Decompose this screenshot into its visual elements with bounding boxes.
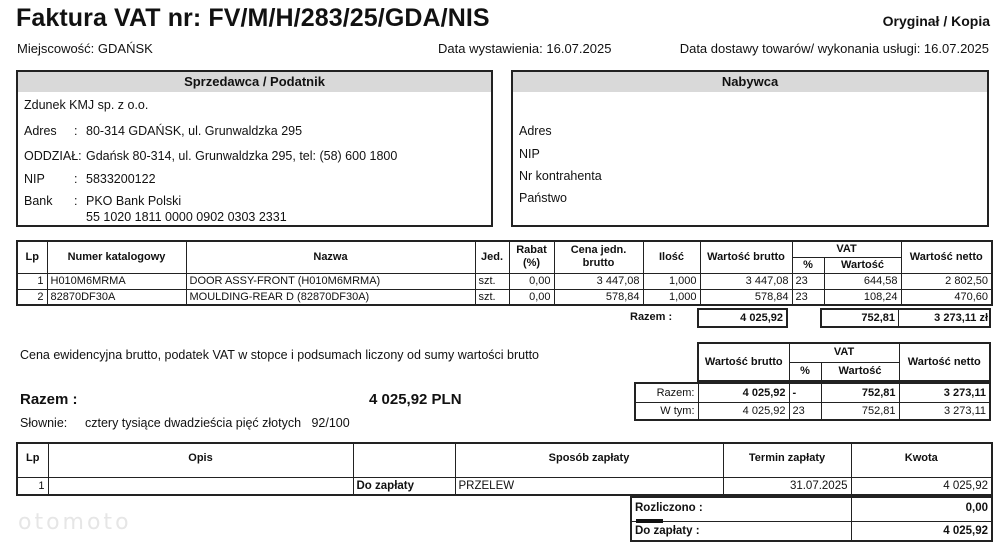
summary-of-net: 3 273,11 — [899, 402, 990, 420]
invoice-title: Faktura VAT nr: FV/M/H/283/25/GDA/NIS — [16, 4, 490, 32]
row-lp: 1 — [17, 273, 47, 289]
seller-address: 80-314 GDAŃSK, ul. Grunwaldzka 295 — [86, 124, 303, 138]
row-vat-value: 108,24 — [824, 289, 901, 305]
summary-values-table — [634, 382, 991, 421]
settlement-table — [630, 496, 993, 542]
place: Miejscowość: GDAŃSK — [17, 41, 153, 56]
seller-nip-label: NIP — [24, 172, 45, 186]
header-name: Nazwa — [186, 241, 475, 273]
colon: : — [74, 172, 78, 186]
header-lp: Lp — [17, 241, 47, 273]
payment-header-row — [17, 443, 992, 477]
summary-total-net: 3 273,11 — [899, 383, 990, 402]
redaction-mark — [636, 519, 663, 523]
row-qty: 1,000 — [643, 289, 700, 305]
header-unit: Jed. — [475, 241, 509, 273]
table-row — [17, 477, 992, 495]
row-catalog: 82870DF30A — [47, 289, 186, 305]
table-row — [17, 289, 992, 305]
summary-of-label: W tym: — [635, 402, 698, 420]
buyer-nip-label: NIP — [519, 147, 540, 161]
seller-branch-label: ODDZIAŁ: — [24, 149, 82, 163]
header-catalog: Numer katalogowy — [47, 241, 186, 273]
row-net: 2 802,50 — [901, 273, 992, 289]
items-header-row — [17, 241, 992, 257]
buyer-country-label: Państwo — [519, 191, 567, 205]
colon: : — [74, 194, 78, 208]
seller-nip: 5833200122 — [86, 172, 156, 186]
to-pay-row — [631, 521, 992, 541]
row-catalog: H010M6MRMA — [47, 273, 186, 289]
summary-total-pct: - — [789, 383, 821, 402]
payment-header-lp: Lp — [17, 443, 48, 477]
items-table — [16, 240, 993, 306]
table-row — [17, 273, 992, 289]
header-qty: Ilość — [643, 241, 700, 273]
summary-total-vat: 752,81 — [821, 383, 899, 402]
buyer-heading: Nabywca — [513, 72, 987, 92]
header-gross: Wartość brutto — [700, 241, 792, 273]
header-vat-pct: % — [792, 257, 824, 273]
header-discount: Rabat (%) — [509, 241, 554, 273]
settled-row — [631, 497, 992, 521]
grand-total-amount: 4 025,92 PLN — [369, 391, 462, 408]
payment-header-method: Sposób zapłaty — [455, 443, 723, 477]
payment-header-amount: Kwota — [851, 443, 992, 477]
summary-header-vat-pct: % — [789, 362, 821, 381]
row-unit-price: 578,84 — [554, 289, 643, 305]
seller-branch: Gdańsk 80-314, ul. Grunwaldzka 295, tel: (58) 600 1800 — [86, 149, 398, 163]
settled-label: Rozliczono : — [631, 497, 851, 521]
pricing-note: Cena ewidencyjna brutto, podatek VAT w stopce i podsumach liczony od sumy wartości brutto — [20, 348, 540, 362]
payment-header-empty — [353, 443, 455, 477]
row-unit-price: 3 447,08 — [554, 273, 643, 289]
row-gross: 3 447,08 — [700, 273, 792, 289]
copy-label: Oryginał / Kopia — [882, 13, 990, 29]
watermark-logo: otomoto — [18, 510, 132, 535]
summary-total-label: Razem: — [635, 383, 698, 402]
row-discount: 0,00 — [509, 289, 554, 305]
seller-name: Zdunek KMJ sp. z o.o. — [24, 98, 149, 112]
payment-row-lp: 1 — [17, 477, 48, 495]
colon: : — [74, 124, 78, 138]
summary-header-vat: VAT — [789, 343, 899, 362]
row-net: 470,60 — [901, 289, 992, 305]
seller-heading: Sprzedawca / Podatnik — [18, 72, 491, 92]
payment-row-desc — [48, 477, 353, 495]
payment-header-desc: Opis — [48, 443, 353, 477]
header-unit-price: Cena jedn. brutto — [554, 241, 643, 273]
to-pay-label: Do zapłaty : — [631, 521, 851, 541]
items-total-net: 3 273,11 zł — [934, 312, 988, 324]
delivery-date: Data dostawy towarów/ wykonania usługi: 16.07.2025 — [679, 41, 989, 56]
summary-total-row — [635, 383, 990, 402]
header-vat-value: Wartość — [824, 257, 901, 273]
buyer-box — [511, 70, 989, 227]
payment-table — [16, 442, 993, 496]
row-vat-value: 644,58 — [824, 273, 901, 289]
row-lp: 2 — [17, 289, 47, 305]
summary-total-gross: 4 025,92 — [698, 383, 789, 402]
items-total-label: Razem : — [630, 311, 673, 323]
items-total-gross: 4 025,92 — [697, 308, 788, 328]
payment-row-due: 31.07.2025 — [723, 477, 851, 495]
amount-words-label: Słownie: — [20, 416, 68, 430]
summary-header-gross: Wartość brutto — [698, 343, 789, 381]
header-net: Wartość netto — [901, 241, 992, 273]
summary-header-vat-value: Wartość — [821, 362, 899, 381]
amount-words: cztery tysiące dwadzieścia pięć złotych 92/100 — [85, 416, 350, 430]
to-pay-value: 4 025,92 — [851, 521, 992, 541]
divider — [898, 308, 899, 328]
row-vat-pct: 23 — [792, 273, 824, 289]
items-total-vat: 752,81 — [861, 312, 895, 324]
payment-row-method: PRZELEW — [455, 477, 723, 495]
row-discount: 0,00 — [509, 273, 554, 289]
issue-date: Data wystawienia: 16.07.2025 — [438, 41, 612, 56]
summary-of-gross: 4 025,92 — [698, 402, 789, 420]
grand-total-label: Razem : — [20, 391, 78, 408]
row-unit: szt. — [475, 289, 509, 305]
summary-of-row — [635, 402, 990, 420]
buyer-contractor-label: Nr kontrahenta — [519, 169, 602, 183]
row-vat-pct: 23 — [792, 289, 824, 305]
seller-address-label: Adres — [24, 124, 57, 138]
header-vat: VAT — [792, 241, 901, 257]
payment-row-to-pay: Do zapłaty — [353, 477, 455, 495]
summary-of-vat: 752,81 — [821, 402, 899, 420]
row-name: MOULDING-REAR D (82870DF30A) — [186, 289, 475, 305]
summary-header-table — [697, 342, 991, 382]
seller-bank-account: 55 1020 1811 0000 0902 0303 2331 — [86, 210, 287, 224]
settled-value: 0,00 — [851, 497, 992, 521]
row-unit: szt. — [475, 273, 509, 289]
seller-bank-label: Bank — [24, 194, 53, 208]
summary-header-net: Wartość netto — [899, 343, 990, 381]
row-qty: 1,000 — [643, 273, 700, 289]
buyer-address-label: Adres — [519, 124, 552, 138]
payment-header-due: Termin zapłaty — [723, 443, 851, 477]
row-gross: 578,84 — [700, 289, 792, 305]
seller-bank-name: PKO Bank Polski — [86, 194, 182, 208]
row-name: DOOR ASSY-FRONT (H010M6MRMA) — [186, 273, 475, 289]
summary-of-pct: 23 — [789, 402, 821, 420]
payment-row-amount: 4 025,92 — [851, 477, 992, 495]
